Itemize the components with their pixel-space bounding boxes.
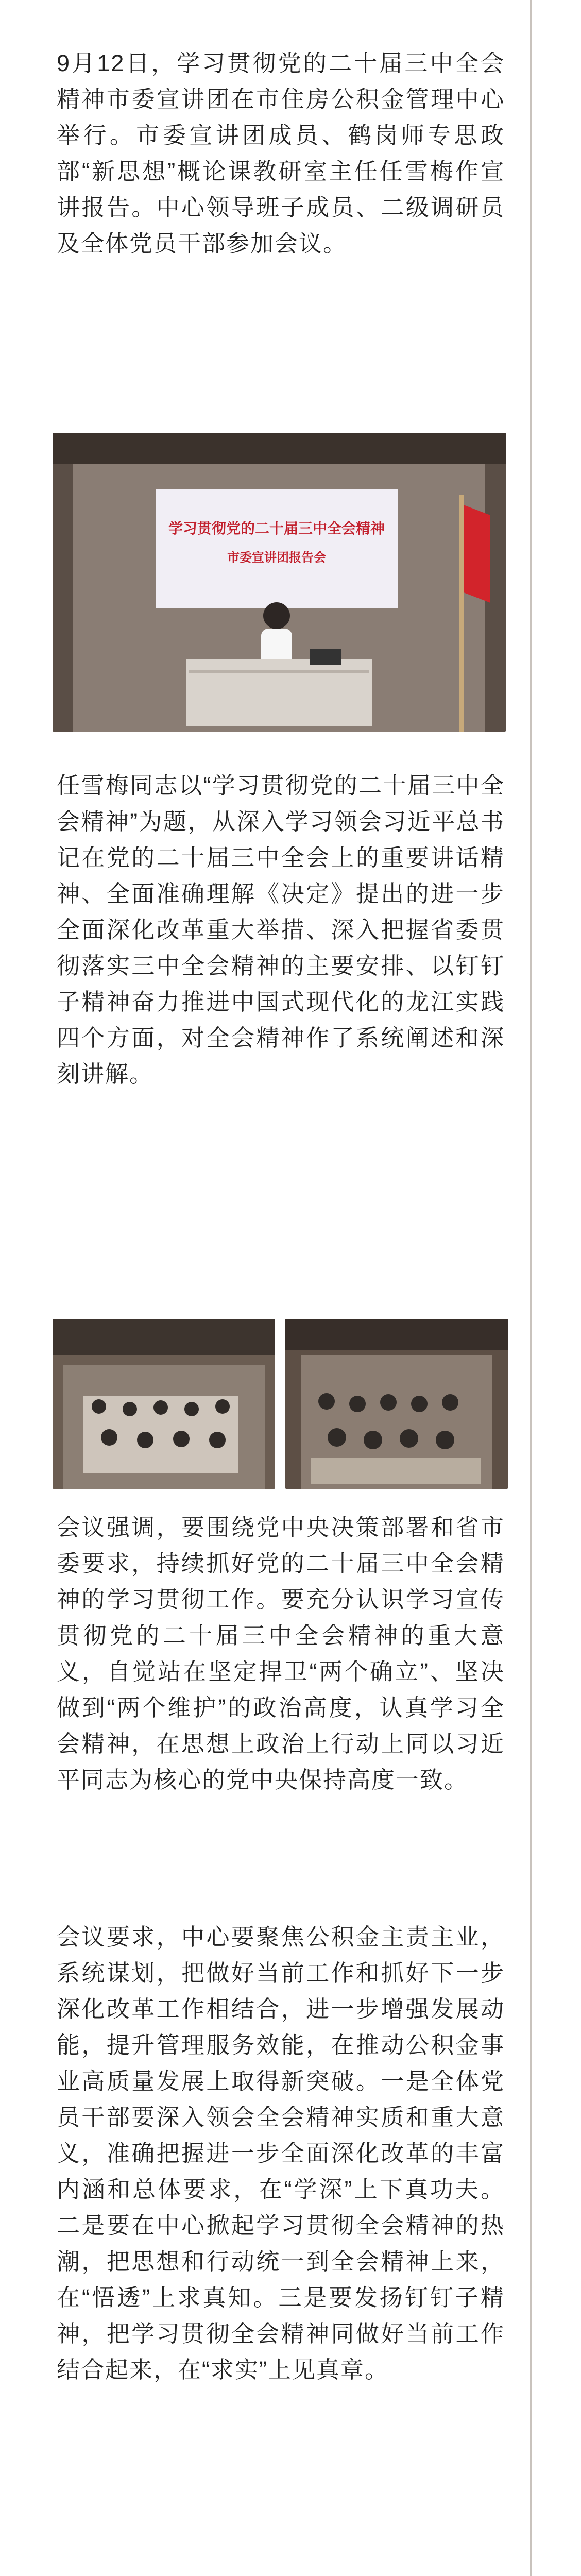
banner-line-2: 市委宣讲团报告会	[227, 551, 326, 565]
article-paragraph-3: 会议强调，要围绕党中央决策部署和省市委要求，持续抓好党的二十届三中全会精神的学习贯彻工作。要充分认识学习宣传贯彻党的二十届三中全会精神的重大意义，自觉站在坚定捍卫“两个确立”、坚决做到“两个维护”的政治高度，认真学习全会精神，在思想上政治上行动上同以习近平同志为核心的党中央保持高度一致。	[57, 1514, 505, 1793]
decorative-vertical-line	[530, 0, 532, 2576]
article-paragraph-1: 9月12日，学习贯彻党的二十届三中全会精神市委宣讲团在市住房公积金管理中心举行。市委宣讲团成员、鹤岗师专思政部“新思想”概论课教研室主任任雪梅作宣讲报告。中心领导班子成员、二级调研员及全体党员干部参加会议。	[57, 50, 505, 257]
meeting-photo-main	[53, 433, 506, 732]
article-paragraph-2: 任雪梅同志以“学习贯彻党的二十届三中全会精神”为题，从深入学习领会习近平总书记在党的二十届三中全会上的重要讲话精神、全面准确理解《决定》提出的进一步全面深化改革重大举措、深入把握省委贯彻落实三中全会精神的主要安排、以钉钉子精神奋力推进中国式现代化的龙江实践四个方面，对全会精神作了系统阐述和深刻讲解。	[57, 772, 505, 1087]
meeting-photo-left	[53, 1319, 275, 1489]
banner-line-1: 学习贯彻党的二十届三中全会精神	[168, 520, 385, 536]
meeting-photo-right	[285, 1319, 508, 1489]
article-paragraph-4: 会议要求，中心要聚焦公积金主责主业，系统谋划，把做好当前工作和抓好下一步深化改革工作相结合，进一步增强发展动能，提升管理服务效能，在推动公积金事业高质量发展上取得新突破。一是全体党员干部要深入领会全会精神实质和重大意义，准确把握进一步全面深化改革的丰富内涵和总体要求，在“学深”上下真功夫。二是要在中心掀起学习贯彻全会精神的热潮，把思想和行动统一到全会精神上来，在“悟透”上求真知。三是要发扬钉钉子精神，把学习贯彻全会精神同做好当前工作结合起来，在“求实”上见真章。	[57, 1924, 505, 2383]
